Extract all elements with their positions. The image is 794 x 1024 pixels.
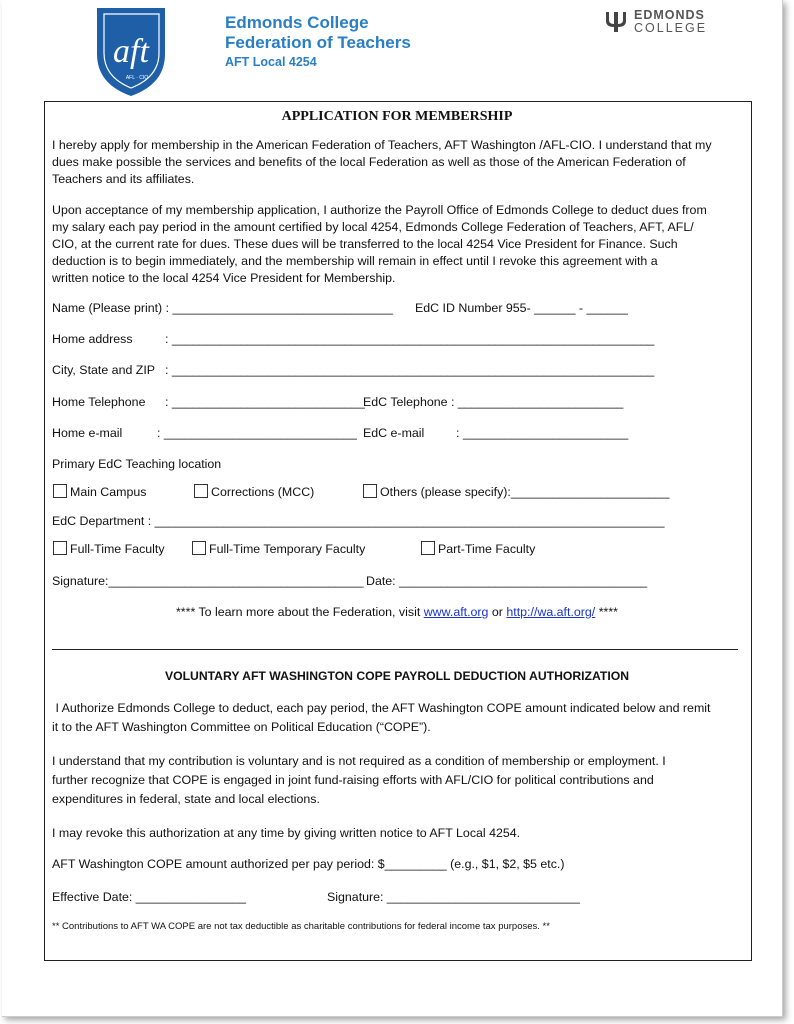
- part-time-label: Part-Time Faculty: [438, 542, 536, 556]
- home-telephone-field[interactable]: : ____________________________: [165, 395, 365, 409]
- full-time-checkbox[interactable]: [53, 541, 67, 555]
- cope-para1: [52, 699, 710, 737]
- edc-logo-line1: EDMONDS: [634, 8, 705, 22]
- para-line: Teachers and its affiliates.: [52, 172, 195, 186]
- membership-para2: [52, 202, 707, 287]
- para-line: I hereby apply for membership in the American Federation of Teachers, AFT Washington /AFL-CIO. I understand that my: [52, 138, 712, 152]
- full-time-temp-label: Full-Time Temporary Faculty: [209, 542, 366, 556]
- para-line: my salary each pay period in the amount certified by local 4254, Edmonds College Federation of Teachers, AFT, AFL/: [52, 220, 694, 234]
- org-line2: Federation of Teachers: [225, 33, 411, 52]
- org-name: [225, 13, 411, 70]
- membership-para1: [52, 137, 712, 188]
- para-line: deduction is to begin immediately, and the membership will remain in effect until I revoke this agreement with a: [52, 254, 658, 268]
- edc-email-field[interactable]: : ________________________: [456, 426, 629, 440]
- cope-para3: I may revoke this authorization at any time by giving written notice to AFT Local 4254.: [52, 826, 521, 840]
- department-field[interactable]: EdC Department : __________________________________________________________________________: [52, 514, 665, 528]
- para-line: I understand that my contribution is voluntary and is not required as a condition of membership or employment. I: [52, 754, 666, 768]
- others-field[interactable]: Others (please specify):_______________________: [380, 485, 670, 499]
- full-time-label: Full-Time Faculty: [70, 542, 165, 556]
- others-checkbox[interactable]: [363, 484, 377, 498]
- org-line1: Edmonds College: [225, 13, 369, 32]
- name-field[interactable]: Name (Please print) : ________________________________: [52, 301, 394, 315]
- membership-title: APPLICATION FOR MEMBERSHIP: [281, 109, 513, 124]
- corrections-label: Corrections (MCC): [211, 485, 315, 499]
- para-line: Upon acceptance of my membership application, I authorize the Payroll Office of Edmonds College to deduct dues from: [52, 203, 707, 217]
- corrections-checkbox[interactable]: [194, 484, 208, 498]
- date-field[interactable]: Date: ____________________________________: [366, 574, 648, 588]
- org-line3: AFT Local 4254: [225, 55, 317, 69]
- home-address-label: Home address: [52, 332, 133, 346]
- home-telephone-label: Home Telephone: [52, 395, 146, 409]
- cope-footnote: ** Contributions to AFT WA COPE are not tax deductible as charitable contributions for federal income tax purposes. **: [52, 921, 550, 932]
- para-line: further recognize that COPE is engaged in joint fund-raising efforts with AFL/CIO for political contributions and: [52, 773, 654, 787]
- part-time-checkbox[interactable]: [421, 541, 435, 555]
- city-field[interactable]: : ______________________________________________________________________: [165, 363, 655, 377]
- edc-email-label: EdC e-mail: [363, 426, 425, 440]
- logo-sub: AFL · CIO: [125, 75, 149, 81]
- home-address-field[interactable]: : ______________________________________________________________________: [165, 332, 655, 346]
- learn-more-line: [0, 604, 794, 621]
- para-line: CIO, at the current rate for dues. These dues will be transferred to the local 4254 Vice President for Finance. Such: [52, 237, 678, 251]
- para-line: I Authorize Edmonds College to deduct, each pay period, the AFT Washington COPE amount indicated below and remit: [52, 701, 711, 715]
- signature-field[interactable]: Signature:_____________________________________: [52, 574, 364, 588]
- learn-prefix: **** To learn more about the Federation, visit: [175, 605, 421, 619]
- learn-or: or: [491, 605, 503, 619]
- trident-icon: [604, 10, 628, 34]
- edmonds-college-logo: [604, 9, 707, 34]
- effective-date-field[interactable]: Effective Date: ________________: [52, 890, 247, 904]
- logo-text: aft: [113, 33, 149, 70]
- cope-para2: [52, 752, 666, 809]
- teaching-location-label: Primary EdC Teaching location: [52, 457, 222, 471]
- cope-title: VOLUNTARY AFT WASHINGTON COPE PAYROLL DEDUCTION AUTHORIZATION: [164, 669, 630, 683]
- para-line: dues make possible the services and benefits of the local Federation as well as those of the American Federation of: [52, 155, 686, 169]
- full-time-temp-checkbox[interactable]: [192, 541, 206, 555]
- para-line: written notice to the local 4254 Vice President for Membership.: [52, 271, 396, 285]
- para-line: it to the AFT Washington Committee on Political Education (“COPE”).: [52, 720, 431, 734]
- section-divider: [52, 649, 738, 650]
- learn-suffix: ****: [598, 605, 618, 619]
- home-email-label: Home e-mail: [52, 426, 123, 440]
- edc-logo-line2: COLLEGE: [634, 20, 708, 35]
- wa-aft-link[interactable]: http://wa.aft.org/: [506, 605, 596, 619]
- cope-signature-field[interactable]: Signature: ____________________________: [327, 890, 580, 904]
- aft-link[interactable]: www.aft.org: [423, 605, 489, 619]
- main-campus-checkbox[interactable]: [53, 484, 67, 498]
- para-line: expenditures in federal, state and local elections.: [52, 792, 320, 806]
- city-label: City, State and ZIP: [52, 363, 156, 377]
- aft-logo: [95, 6, 167, 98]
- id-number-field[interactable]: EdC ID Number 955- ______ - ______: [415, 301, 628, 315]
- home-email-field[interactable]: : ____________________________: [157, 426, 357, 440]
- cope-amount-field[interactable]: AFT Washington COPE amount authorized per pay period: $_________ (e.g., $1, $2, $5 etc.): [52, 857, 565, 871]
- main-campus-label: Main Campus: [70, 485, 147, 499]
- edc-telephone-field[interactable]: EdC Telephone : ________________________: [363, 395, 624, 409]
